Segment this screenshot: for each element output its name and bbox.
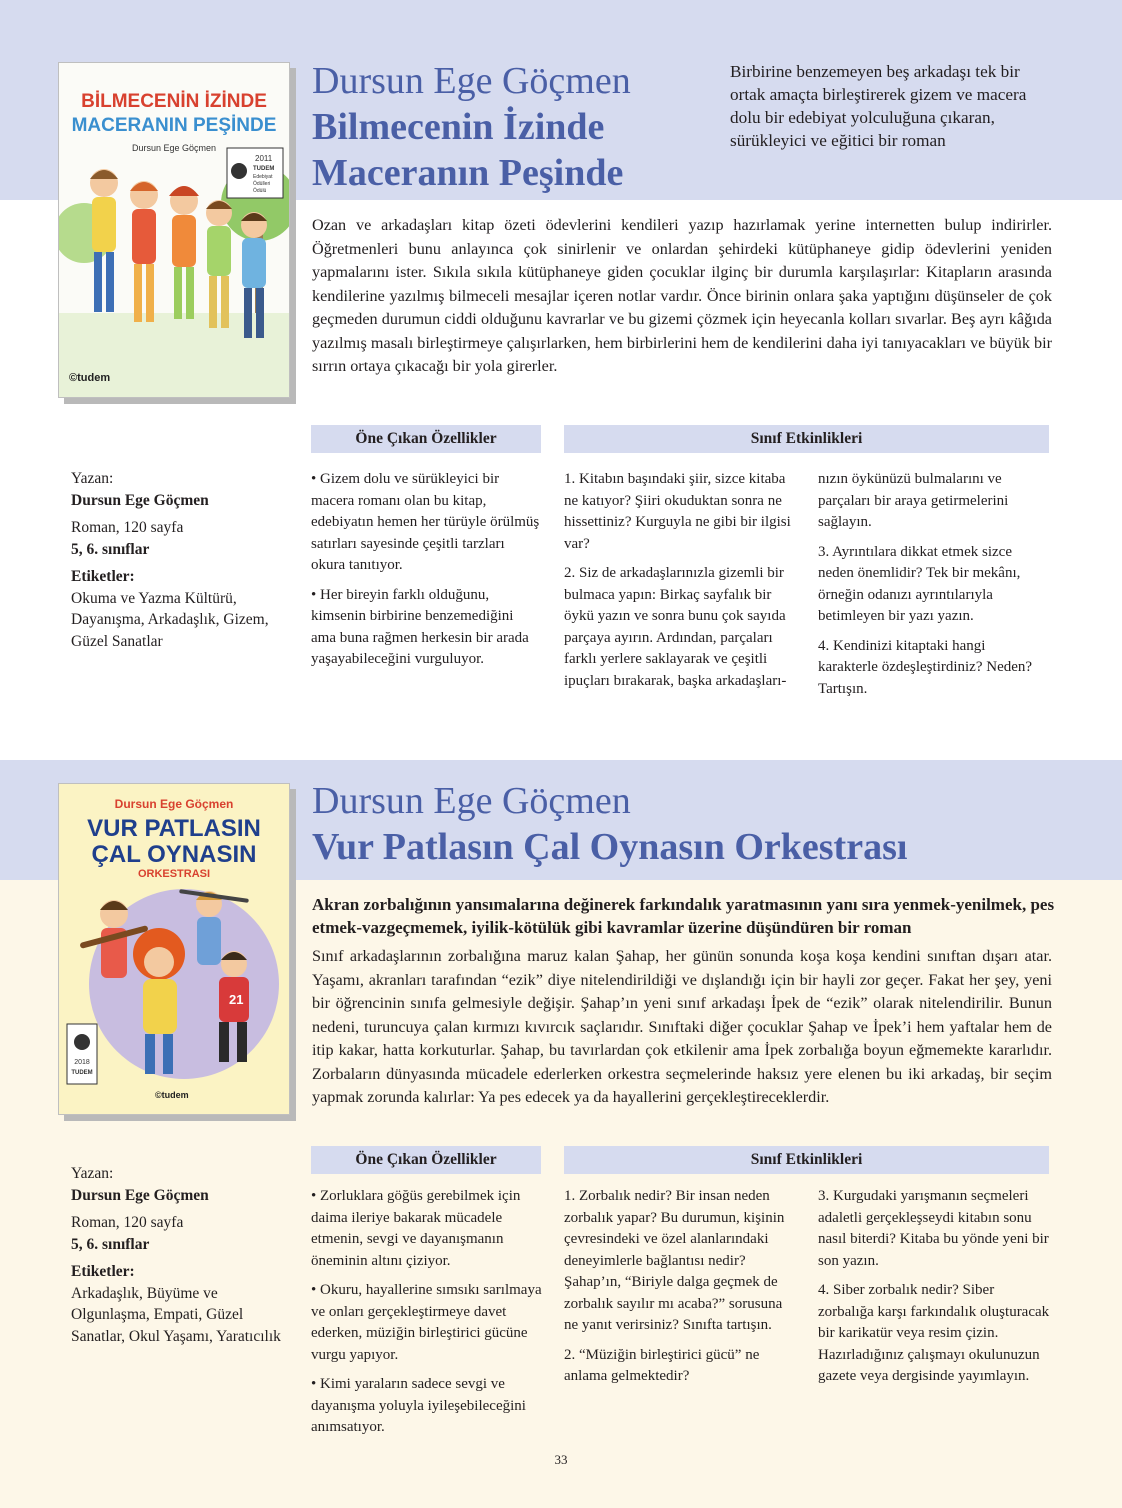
book1-author-heading: Dursun Ege Göçmen	[312, 60, 631, 102]
cover-award-line-1: Edebiyat	[253, 174, 273, 180]
cover-award-name: TUDEM	[71, 1070, 93, 1076]
book1-tags-label: Etiketler:	[71, 568, 135, 585]
book1-activities-col-1	[564, 469, 792, 700]
cover-title-line-1: VUR PATLASIN	[87, 815, 261, 842]
book1-activity-item: 3. Ayrıntılara dikkat etmek sizce neden önemlidir? Tek bir mekânı, örneğin odanızı ayrıntılarıyla betimleyen bir yazı yazın.	[818, 543, 1021, 624]
book1-author-name: Dursun Ege Göçmen	[71, 491, 209, 509]
cover-publisher-logo: ©tudem	[69, 372, 111, 384]
book1-features-heading: Öne Çıkan Özellikler	[311, 425, 541, 453]
book2-feature-item: • Zorluklara göğüs gerebilmek için daima ileriye bakarak mücadele etmenin, sevgi ve dayanışmanın öneminin altını çiziyor.	[311, 1188, 521, 1269]
book-cover-bilmecenin-izinde	[58, 62, 290, 398]
cover-author: Dursun Ege Göçmen	[114, 797, 234, 811]
book2-feature-item: • Okuru, hayallerine sımsıkı sarılmaya ve onları gerçekleştirmeye davet ederken, müziğin birleştirici gücüne vurgu yapıyor.	[311, 1282, 542, 1363]
book1-format: Roman, 120 sayfa	[71, 519, 184, 536]
book1-activity-item: 1. Kitabın başındaki şiir, sizce kitaba ne katıyor? Şiiri okuduktan sonra ne hissettiniz? Kurguyla ne gibi bir ilgisi var?	[564, 471, 791, 552]
cover-author: Dursun Ege Göçmen	[131, 143, 217, 153]
book2-features-heading: Öne Çıkan Özellikler	[311, 1146, 541, 1174]
cover-title-line-2: MACERANIN PEŞİNDE	[71, 115, 277, 136]
book2-tagline: Akran zorbalığının yansımalarına değinerek farkındalık yaratmasının yanı sıra yenmek-yenilmek, pes etmek-vazgeçmemek, iyilik-kötülük gibi kavramlar üzerine düşündüren bir roman	[312, 895, 1055, 937]
cover-jersey-number: 21	[229, 992, 244, 1007]
book1-title-line-2: Maceranın Peşinde	[312, 152, 624, 194]
cover-award-year: 2011	[255, 154, 273, 163]
book-cover-vur-patlasin	[58, 783, 290, 1115]
book2-description: Sınıf arkadaşlarının zorbalığına maruz kalan Şahap, her günün sonunda koşa koşa kendini sınıftan dışarı atar. Yaşamı, akranları tarafından “ezik” diye nitelendirildiği ve dışlandığı için bir hayli zor geçer. Fakat her şey, yeni bir öğrencinin sınıfa gelmesiyle değişir. Şahap’ın yeni sınıf arkadaşı İpek de “ezik” olarak nitelendirilir. Bunun nedeni, turuncuya çalan kırmızı kıvırcık saçlarıdır. Sınıftaki diğer çocuklar Şahap ve İpek’i hem yaftalar hem de itip kakar, hatta korkuturlar. Şahap, bu tavırlardan çok etkilenir ama İpek zorbalığa boyun eğmemekte kararlıdır. Zorbaların dünyasında mücadele ederlerken orkestra seçmelerinde haksız yere elenen bu iki arkadaş, bir seçim yapmak zorunda kalırlar: Ya pes edecek ya da hayallerini gerçekleştireceklerdir.	[312, 947, 1052, 1106]
book2-activities-col-1	[564, 1186, 796, 1396]
book1-tags: Okuma ve Yazma Kültürü, Dayanışma, Arkadaşlık, Gizem, Güzel Sanatlar	[71, 589, 269, 650]
book2-activities-col-2	[818, 1186, 1050, 1396]
book2-title-line-1: Vur Patlasın Çal Oynasın Orkestrası	[312, 826, 908, 868]
book2-feature-item: • Kimi yaraların sadece sevgi ve dayanışma yoluyla iyileşebileceğini anımsatıyor.	[311, 1376, 526, 1435]
cover-illustration	[59, 784, 289, 1114]
book2-author-label: Yazan:	[71, 1165, 114, 1182]
book2-format: Roman, 120 sayfa	[71, 1214, 184, 1231]
book2-author-name: Dursun Ege Göçmen	[71, 1186, 209, 1204]
book1-activity-item: 4. Kendinizi kitaptaki hangi karakterle özdeşleştirdiniz? Neden? Tartışın.	[818, 637, 1033, 697]
book2-tags: Arkadaşlık, Büyüme ve Olgunlaşma, Empati, Güzel Sanatlar, Okul Yaşamı, Yaratıcılık	[71, 1284, 281, 1345]
book2-activities-heading: Sınıf Etkinlikleri	[564, 1146, 1049, 1174]
book1-activities-col-2	[818, 469, 1048, 708]
cover-award-name: TUDEM	[253, 166, 275, 172]
book1-feature-item: • Gizem dolu ve sürükleyici bir macera romanı olan bu kitap, edebiyatın hemen her türüyle örülmüş satırları sayesinde çeşitli tarzları okura tanıtıyor.	[311, 471, 540, 573]
book1-description: Ozan ve arkadaşları kitap özeti ödevlerini kendileri yazıp hazırlamak yerine internetten bulup indirirler. Öğretmenleri bunu anlayınca çok sinirlenir ve onlardan şehirdeki kütüphaneye gidip ödevlerini yeniden yapmalarını ister. Sıkıla sıkıla kütüphaneye giden çocuklar ilginç bir durumla karşılaşırlar: Kitapların arasında kendilerine yazılmış bilmeceli mesajlar içeren notlar vardır. Önce birinin onlara şaka yaptığını düşünseler de çok geçmeden durumun ciddi olduğunu kavrarlar ve bu gizemi çözmek için heyecanla kolları sıvarlar. Beş ayrı kâğıda yazılmış masalı birleştirmeye çalışırlarken, hem birbirlerini hem de kendilerini daha iyi tanıyacakları ve büyük bir sırrın ortaya çıkacağı bir yola girerler.	[312, 216, 1052, 375]
book2-grades: 5, 6. sınıflar	[71, 1235, 150, 1253]
book1-grades: 5, 6. sınıflar	[71, 540, 150, 558]
cover-title-line-2: ÇAL OYNASIN	[91, 841, 257, 868]
book2-meta	[71, 1163, 281, 1347]
cover-title-line-3: ORKESTRASI	[137, 868, 211, 880]
book2-activity-item: 2. “Müziğin birleştirici gücü” ne anlama gelmektedir?	[564, 1346, 760, 1384]
book2-activity-item: 1. Zorbalık nedir? Bir insan neden zorbalık yapar? Bu durumun, kişinin çevresindeki ve özel alanlarındaki deneyimlerle bağlantısı nedir? Şahap’ın, “Biriyle dalga geçmek de zorbalık sayılır mı acaba?” sorusuna ne yanıt verirsiniz? Sınıfta tartışın.	[564, 1188, 785, 1333]
book1-activity-item: nızın öykünüzü bulmalarını ve parçaları bir araya getirmelerini sağlayın.	[818, 471, 1009, 530]
cover-title-line-1: BİLMECENİN İZİNDE	[81, 91, 267, 112]
cover-publisher-logo: ©tudem	[155, 1090, 189, 1100]
book2-features-list	[311, 1186, 549, 1447]
book2-author-heading: Dursun Ege Göçmen	[312, 780, 631, 822]
cover-award-line-2: Ödülleri	[253, 181, 271, 187]
book1-tagline: Birbirine benzemeyen beş arkadaşı tek bir ortak amaçta birleştirerek gizem ve macera dolu bir edebiyat yolculuğuna çıkaran, sürükleyici ve eğitici bir roman	[730, 62, 1027, 150]
book1-author-label: Yazan:	[71, 470, 114, 487]
book1-feature-item: • Her bireyin farklı olduğunu, kimsenin birbirine benzemediğini ama buna rağmen herkesin bir arada yaşayabileceğini vurguluyor.	[311, 586, 529, 667]
book2-activity-item: 4. Siber zorbalık nedir? Siber zorbalığa karşı farkındalık oluşturacak bir karikatür veya resim çizin. Hazırladığınız çalışmayı okulunuzun gazete veya dergisinde yayımlayın.	[818, 1282, 1050, 1384]
page-number: 33	[554, 1452, 568, 1467]
book1-title-line-1: Bilmecenin İzinde	[312, 106, 605, 148]
cover-award-line-3: Ödülü	[253, 188, 267, 194]
cover-award-year: 2018	[74, 1059, 90, 1066]
book2-tags-label: Etiketler:	[71, 1263, 135, 1280]
book1-features-list	[311, 469, 541, 679]
book1-activity-item: 2. Siz de arkadaşlarınızla gizemli bir bulmaca yapın: Birkaç sayfalık bir öykü yazın ve sonra bunu çok sayıda parçaya ayırın. Ardından, parçaları farklı yerlere saklayarak ve çeşitli ipuçları bırakarak, başka arkadaşları-	[564, 565, 787, 689]
book2-activity-item: 3. Kurgudaki yarışmanın seçmeleri adaletli gerçekleşseydi kitabın sonu nasıl biterdi? Kitaba bu yönde yeni bir son yazın.	[818, 1188, 1049, 1269]
cover-illustration	[59, 63, 289, 397]
book1-meta	[71, 468, 281, 652]
book1-activities-heading: Sınıf Etkinlikleri	[564, 425, 1049, 453]
